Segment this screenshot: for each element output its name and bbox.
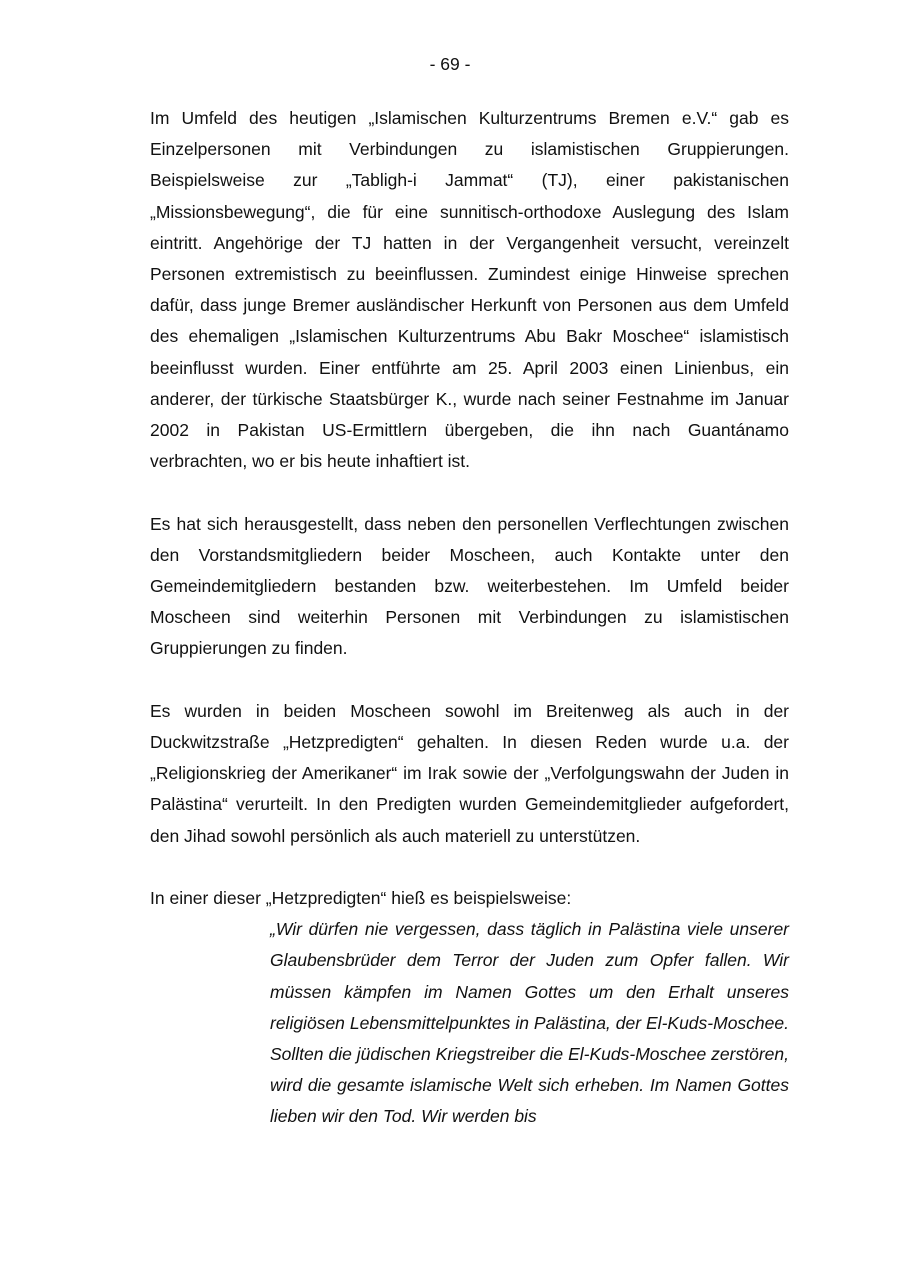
body-text	[150, 103, 789, 1133]
page-number: - 69 -	[429, 54, 471, 74]
paragraph-connections: Es hat sich herausgestellt, dass neben den personellen Verflechtungen zwischen den Vorstandsmitgliedern beider Moscheen, auch Kontakte unter den Gemeindemitgliedern bestanden bzw. weiterbestehen. Im Umfeld beider Moscheen sind weiterhin Personen mit Verbindungen zu islamistischen Gruppierungen zu finden.	[150, 513, 789, 659]
paragraph-hate-sermons: Es wurden in beiden Moscheen sowohl im Breitenweg als auch in der Duckwitzstraße „Hetzpredigten“ gehalten. In diesen Reden wurde u.a. der „Religionskrieg der Amerikaner“ im Irak sowie der „Verfolgungswahn der Juden in Palästina“ verurteilt. In den Predigten wurden Gemeindemitglieder aufgefordert, den Jihad sowohl persönlich als auch materiell zu unterstützen.	[150, 700, 789, 846]
quote-open-mark: „	[270, 919, 276, 940]
quote-text: Wir dürfen nie vergessen, dass täglich in Palästina viele unserer Glaubensbrüder dem Terror der Juden zum Opfer fallen. Wir müssen kämpfen im Namen Gottes um den Erhalt unseres religiösen Lebensmittelpunktes in Palästina, der El-Kuds-Moschee. Sollten die jüdischen Kriegstreiber die El-Kuds-Moschee zerstören, wird die gesamte islamische Welt sich erheben. Im Namen Gottes lieben wir den Tod. Wir werden bis	[270, 919, 789, 1127]
paragraph-islamic-cultural-center: Im Umfeld des heutigen „Islamischen Kulturzentrums Bremen e.V.“ gab es Einzelpersonen mit Verbindungen zu islamistischen Gruppierungen. Beispielsweise zur „Tabligh-i Jammat“ (TJ), einer pakistanischen „Missionsbewegung“, die für eine sunnitisch-orthodoxe Auslegung des Islam eintritt. Angehörige der TJ hatten in der Vergangenheit versucht, vereinzelt Personen extremistisch zu beeinflussen. Zumindest einige Hinweise sprechen dafür, dass junge Bremer ausländischer Herkunft von Personen aus dem Umfeld des ehemaligen „Islamischen Kulturzentrums Abu Bakr Moschee“ islamistisch beeinflusst wurden. Einer entführte am 25. April 2003 einen Linienbus, ein anderer, der türkische Staatsbürger K., wurde nach seiner Festnahme im Januar 2002 in Pakistan US-Ermittlern übergeben, die ihn nach Guantánamo verbrachten, wo er bis heute inhaftiert ist.	[150, 108, 789, 472]
sermon-quote	[270, 914, 789, 1132]
quote-intro: In einer dieser „Hetzpredigten“ hieß es beispielsweise:	[150, 888, 572, 909]
